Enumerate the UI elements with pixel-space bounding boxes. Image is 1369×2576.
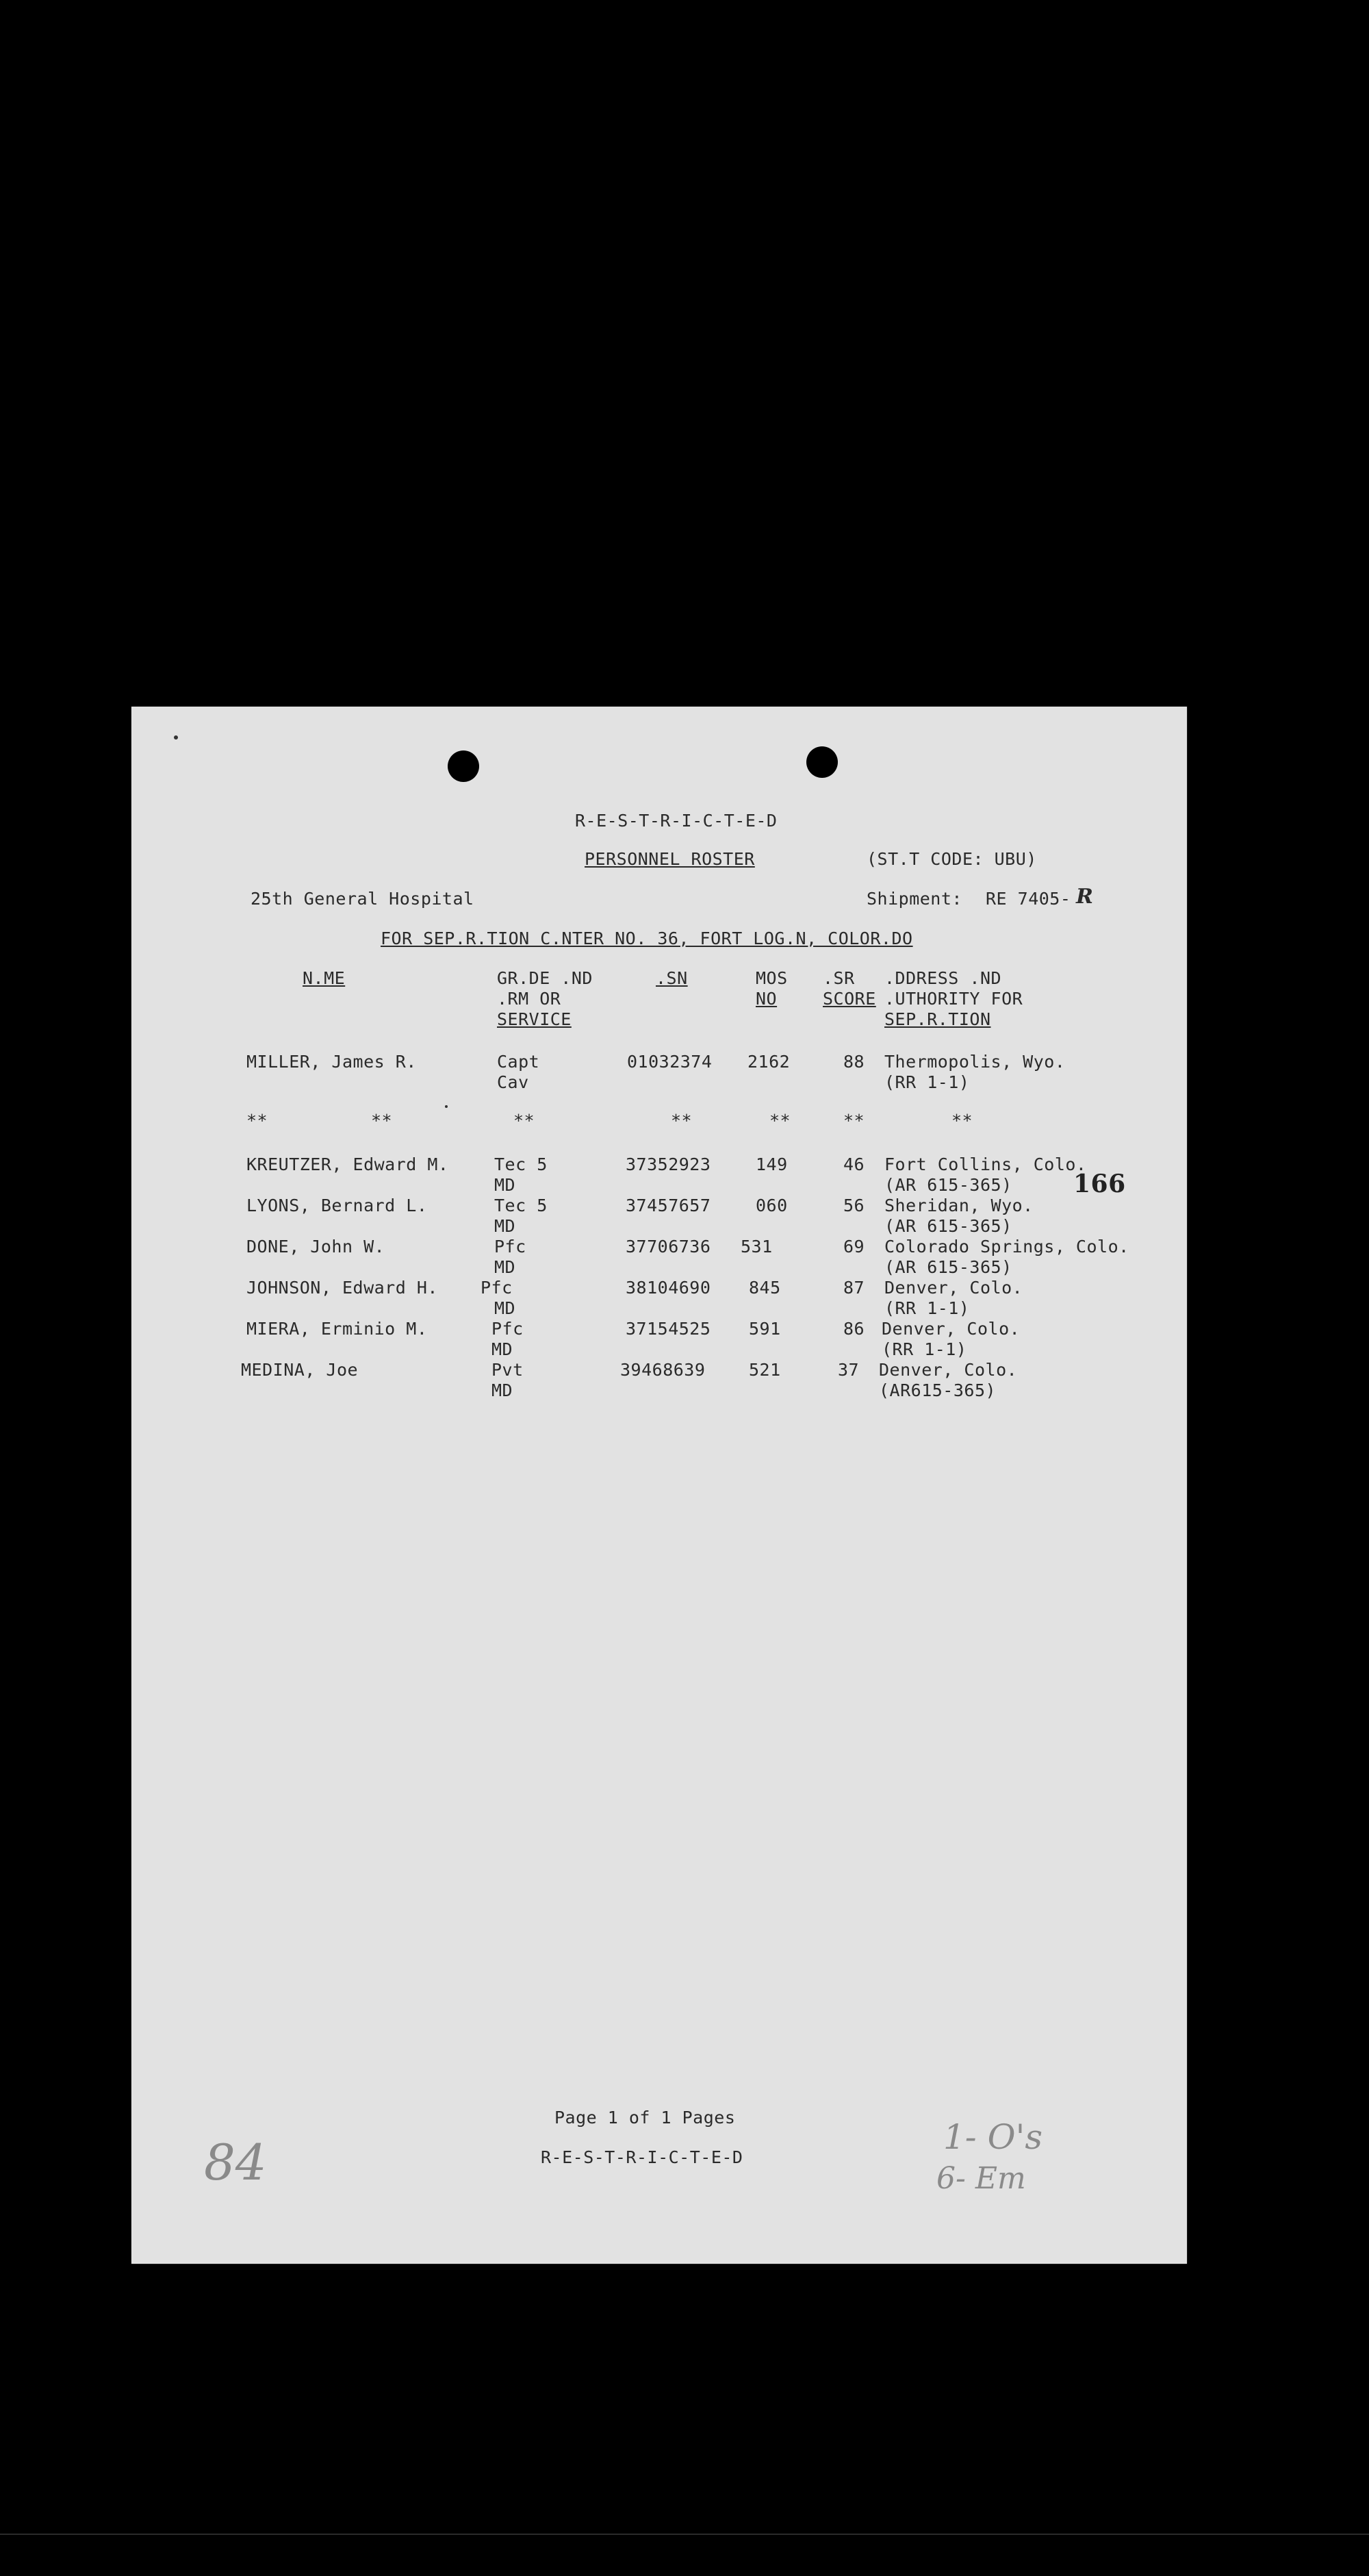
row-name: MIERA, Erminio M. <box>246 1319 428 1339</box>
col-header-asr-2: SCORE <box>823 989 876 1009</box>
row-asr: 37 <box>838 1360 860 1380</box>
row-asn: 38104690 <box>626 1278 711 1298</box>
row-authority: (RR 1-1) <box>884 1072 970 1092</box>
row-mos: 845 <box>749 1278 781 1298</box>
row-asn: 37706736 <box>626 1237 711 1257</box>
row-authority: (AR 615-365) <box>884 1257 1012 1277</box>
separator-star: ** <box>769 1111 791 1131</box>
row-asr: 87 <box>843 1278 865 1298</box>
row-arm: MD <box>494 1298 516 1318</box>
faint-mark <box>445 1105 448 1108</box>
row-asr: 86 <box>843 1319 865 1339</box>
page-number-stamp: 166 <box>1073 1170 1126 1198</box>
row-name: LYONS, Bernard L. <box>246 1196 428 1215</box>
row-grade: Pvt <box>491 1360 524 1380</box>
row-grade: Capt <box>497 1052 540 1072</box>
col-header-address-1: .DDRESS .ND <box>884 968 1002 988</box>
row-mos: 060 <box>756 1196 788 1215</box>
row-address: Denver, Colo. <box>879 1360 1018 1380</box>
row-authority: (AR615-365) <box>879 1380 997 1400</box>
col-header-address-2: .UTHORITY FOR <box>884 989 1023 1009</box>
row-asn: 37154525 <box>626 1319 711 1339</box>
separation-center-line: FOR SEP.R.TION C.NTER NO. 36, FORT LOG.N, COLOR.DO <box>381 929 913 948</box>
row-asr: 69 <box>843 1237 865 1257</box>
col-header-asn: .SN <box>656 968 688 988</box>
row-arm: Cav <box>497 1072 529 1092</box>
row-mos: 521 <box>749 1360 781 1380</box>
row-arm: MD <box>491 1380 513 1400</box>
shipment-value: RE 7405- <box>986 889 1071 909</box>
row-grade: Tec 5 <box>494 1196 548 1215</box>
row-authority: (RR 1-1) <box>882 1339 967 1359</box>
stat-code: (ST.T CODE: UBU) <box>867 849 1037 869</box>
separator-star: ** <box>951 1111 973 1131</box>
punch-hole-left <box>448 750 479 782</box>
col-header-grade-3: SERVICE <box>497 1009 572 1029</box>
row-authority: (AR 615-365) <box>884 1175 1012 1195</box>
row-name: MILLER, James R. <box>246 1052 417 1072</box>
row-asr: 46 <box>843 1154 865 1174</box>
col-header-mos-1: MOS <box>756 968 788 988</box>
row-address: Denver, Colo. <box>882 1319 1021 1339</box>
row-mos: 591 <box>749 1319 781 1339</box>
separator-star: ** <box>671 1111 693 1131</box>
row-asn: 01032374 <box>627 1052 713 1072</box>
separator-star: ** <box>371 1111 393 1131</box>
unit-name: 25th General Hospital <box>251 889 474 909</box>
shipment-label: Shipment: <box>867 889 962 909</box>
row-mos: 531 <box>741 1237 773 1257</box>
film-edge-line <box>0 2534 1369 2535</box>
row-name: DONE, John W. <box>246 1237 385 1257</box>
restricted-footer: R-E-S-T-R-I-C-T-E-D <box>541 2147 743 2167</box>
row-grade: Tec 5 <box>494 1154 548 1174</box>
row-address: Thermopolis, Wyo. <box>884 1052 1066 1072</box>
separator-star: ** <box>843 1111 865 1131</box>
row-address: Denver, Colo. <box>884 1278 1023 1298</box>
row-arm: MD <box>494 1175 516 1195</box>
document-page <box>131 707 1187 2264</box>
row-grade: Pfc <box>491 1319 524 1339</box>
row-address: Sheridan, Wyo. <box>884 1196 1034 1215</box>
row-grade: Pfc <box>481 1278 513 1298</box>
separator-star: ** <box>513 1111 535 1131</box>
row-asn: 39468639 <box>620 1360 706 1380</box>
row-asr: 56 <box>843 1196 865 1215</box>
row-asr: 88 <box>843 1052 865 1072</box>
ink-speck <box>174 735 178 740</box>
page-count: Page 1 of 1 Pages <box>554 2108 736 2127</box>
col-header-mos-2: NO <box>756 989 778 1009</box>
row-arm: MD <box>491 1339 513 1359</box>
shipment-handwritten-suffix: R <box>1076 885 1094 909</box>
col-header-name: N.ME <box>303 968 346 988</box>
row-mos: 149 <box>756 1154 788 1174</box>
roster-title: PERSONNEL ROSTER <box>585 849 755 869</box>
punch-hole-right <box>806 746 838 778</box>
row-name: JOHNSON, Edward H. <box>246 1278 438 1298</box>
row-authority: (AR 615-365) <box>884 1216 1012 1236</box>
row-arm: MD <box>494 1257 516 1277</box>
col-header-grade-1: GR.DE .ND <box>497 968 593 988</box>
col-header-grade-2: .RM OR <box>497 989 561 1009</box>
row-grade: Pfc <box>494 1237 526 1257</box>
row-asn: 37352923 <box>626 1154 711 1174</box>
row-mos: 2162 <box>747 1052 791 1072</box>
row-name: KREUTZER, Edward M. <box>246 1154 449 1174</box>
col-header-address-3: SEP.R.TION <box>884 1009 991 1029</box>
handwritten-enlisted-count: 6- Em <box>936 2161 1026 2196</box>
col-header-asr-1: .SR <box>823 968 855 988</box>
row-name: MEDINA, Joe <box>241 1360 359 1380</box>
row-authority: (RR 1-1) <box>884 1298 970 1318</box>
restricted-header: R-E-S-T-R-I-C-T-E-D <box>575 811 778 831</box>
handwritten-number: 84 <box>204 2134 267 2191</box>
row-address: Colorado Springs, Colo. <box>884 1237 1129 1257</box>
separator-star: ** <box>246 1111 268 1131</box>
row-address: Fort Collins, Colo. <box>884 1154 1087 1174</box>
row-arm: MD <box>494 1216 516 1236</box>
row-asn: 37457657 <box>626 1196 711 1215</box>
handwritten-officers-count: 1- O's <box>943 2117 1042 2157</box>
